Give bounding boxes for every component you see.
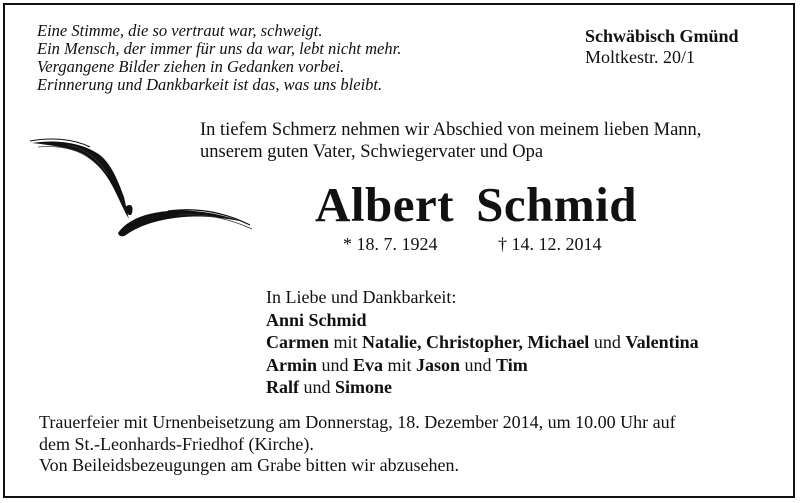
poem-line: Erinnerung und Dankbarkeit ist das, was uns bleibt. bbox=[37, 75, 383, 94]
family-name: Carmen bbox=[266, 332, 329, 352]
address-street: Moltkestr. 20/1 bbox=[585, 47, 696, 67]
family-name: Natalie, Christopher, Michael bbox=[362, 332, 590, 352]
poem-line: Eine Stimme, die so vertraut war, schweigt. bbox=[37, 21, 323, 40]
notice-line: Von Beileidsbezeugungen am Grabe bitten wir abzusehen. bbox=[39, 455, 460, 475]
family-line bbox=[266, 376, 699, 399]
family-connector: und bbox=[460, 354, 497, 375]
family-name: Simone bbox=[335, 377, 393, 397]
poem-line: Vergangene Bilder ziehen in Gedanken vorbei. bbox=[37, 57, 345, 76]
family-connector: mit bbox=[328, 332, 362, 352]
notice-line: dem St.-Leonhards-Friedhof (Kirche). bbox=[39, 433, 314, 454]
family-name: Jason bbox=[416, 354, 461, 375]
family-connector: mit bbox=[383, 354, 417, 375]
bird-brushstroke-icon bbox=[28, 135, 258, 245]
family-signatures bbox=[266, 286, 699, 399]
family-name: Tim bbox=[496, 354, 528, 375]
family-line bbox=[266, 331, 699, 354]
notice-line: Trauerfeier mit Urnenbeisetzung am Donnerstag, 18. Dezember 2014, um 10.00 Uhr auf bbox=[39, 412, 676, 432]
family-name: Ralf bbox=[266, 377, 299, 397]
first-name: Albert bbox=[315, 177, 455, 232]
family-name: Armin bbox=[266, 354, 317, 375]
family-name: Anni Schmid bbox=[266, 309, 367, 330]
family-name: Valentina bbox=[625, 332, 699, 352]
address-city: Schwäbisch Gmünd bbox=[585, 26, 739, 46]
family-line bbox=[266, 309, 699, 332]
family-line bbox=[266, 354, 699, 377]
family-connector: und bbox=[299, 377, 335, 397]
intro-text bbox=[200, 119, 701, 163]
intro-line: unserem guten Vater, Schwiegervater und Opa bbox=[200, 142, 544, 162]
family-connector: und bbox=[589, 332, 626, 352]
family-name: Eva bbox=[353, 354, 384, 375]
family-heading: In Liebe und Dankbarkeit: bbox=[266, 287, 457, 307]
last-name: Schmid bbox=[476, 177, 638, 232]
poem-line: Ein Mensch, der immer für uns da war, lebt nicht mehr. bbox=[37, 39, 402, 58]
family-connector: und bbox=[317, 354, 353, 375]
address bbox=[585, 26, 739, 68]
intro-line: In tiefem Schmerz nehmen wir Abschied von meinem lieben Mann, bbox=[200, 120, 702, 140]
deceased-name bbox=[315, 176, 637, 234]
death-date: † 14. 12. 2014 bbox=[498, 234, 602, 254]
poem bbox=[37, 22, 401, 94]
birth-date: * 18. 7. 1924 bbox=[343, 234, 438, 254]
funeral-notice bbox=[39, 412, 676, 477]
